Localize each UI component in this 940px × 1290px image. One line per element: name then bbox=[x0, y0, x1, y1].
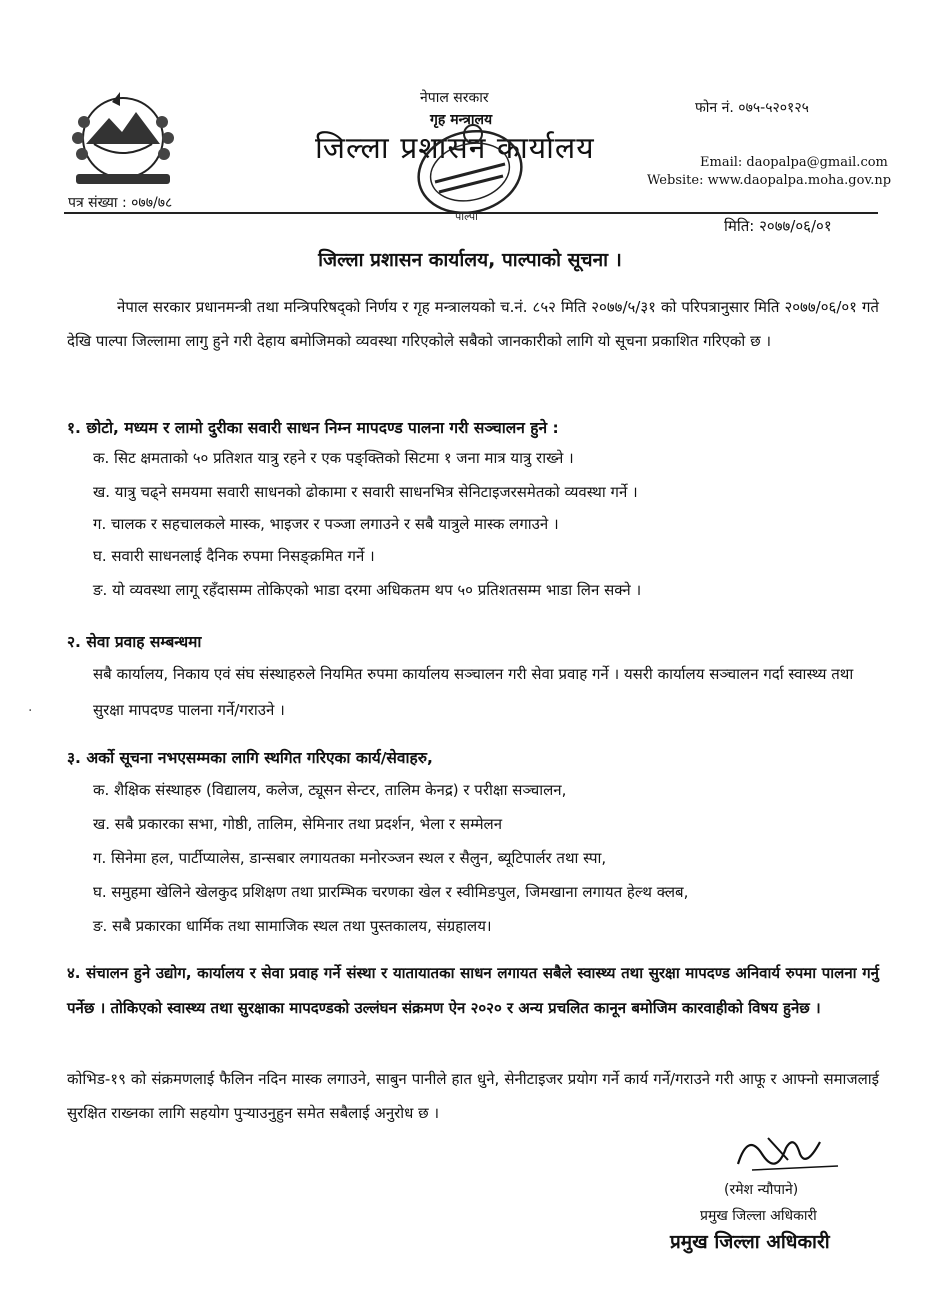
office-stamp-icon bbox=[405, 112, 535, 232]
letter-number: पत्र संख्या : ०७७/७८ bbox=[68, 195, 173, 211]
notice-title: जिल्ला प्रशासन कार्यालय, पाल्पाको सूचना । bbox=[318, 249, 622, 271]
section-4-text: ४. संचालन हुने उद्योग, कार्यालय र सेवा प्रवाह गर्ने संस्था र यातायातका साधन लगायत सबैले स्वास्थ्य तथा सुरक्षा मापदण्ड अनिवार्य रुपमा पालना गर्नु पर्नेछ । तोकिएको स्वास्थ्य तथा सुरक्षाका मापदण्डको उल्लंघन संक्रमण ऐन २०२० र अन्य प्रचलित कानून बमोजिम कारवाहीको विषय हुनेछ । bbox=[67, 964, 879, 1017]
section-1-item: घ. सवारी साधनलाई दैनिक रुपमा निसङ्क्रमित गर्ने । bbox=[93, 547, 375, 565]
section-1-heading: १. छोटो, मध्यम र लामो दुरीका सवारी साधन निम्न मापदण्ड पालना गरी सञ्चालन हुने : bbox=[67, 419, 559, 437]
section-3-item: ख. सबै प्रकारका सभा, गोष्ठी, तालिम, सेमिनार तथा प्रदर्शन, भेला र सम्मेलन bbox=[93, 815, 503, 833]
signatory-name: (रमेश न्यौपाने) bbox=[724, 1182, 799, 1198]
closing-request: कोभिड-१९ को संक्रमणलाई फैलिन नदिन मास्क लगाउने, साबुन पानीले हात धुने, सेनीटाइजर प्रयोग गर्ने कार्य गर्ने/गराउने गरी आफू र आफ्नो समाजलाई सुरक्षित राख्नका लागि सहयोग पुऱ्याउनुहुन समेत सबैलाई अनुरोध छ । bbox=[67, 1070, 879, 1122]
section-3-item: क. शैक्षिक संस्थाहरु (विद्यालय, कलेज, ट्यूसन सेन्टर, तालिम केनद्र) र परीक्षा सञ्चालन, bbox=[93, 781, 567, 799]
svg-text:पाल्पा: पाल्पा bbox=[455, 210, 478, 223]
office-name: जिल्ला प्रशासन कार्यालय bbox=[315, 131, 595, 166]
signatory-stamp-title: प्रमुख जिल्ला अधिकारी bbox=[670, 1231, 830, 1253]
signatory-title: प्रमुख जिल्ला अधिकारी bbox=[700, 1208, 817, 1224]
section-3-heading: ३. अर्को सूचना नभएसम्मका लागि स्थगित गरिएका कार्य/सेवाहरु, bbox=[67, 749, 433, 767]
ministry-name: गृह मन्त्रालय bbox=[430, 112, 493, 128]
section-3-item: ग. सिनेमा हल, पार्टीप्यालेस, डान्सबार लगायतका मनोरञ्जन स्थल र सैलुन, ब्यूटिपार्लर तथा स्पा, bbox=[93, 849, 607, 867]
notice-intro: नेपाल सरकार प्रधानमन्त्री तथा मन्त्रिपरिषद्को निर्णय र गृह मन्त्रालयको च.नं. ८५२ मिति २०७७/५/३१ को परिपत्रानुसार मिति २०७७/०६/०१ गते देखि पाल्पा जिल्लामा लागु हुने गरी देहाय बमोजिमको व्यवस्था गरिएकोले सबैको जानकारीको लागि यो सूचना प्रकाशित गरिएको छ । bbox=[67, 298, 879, 350]
section-1-item: ङ. यो व्यवस्था लागू रहँदासम्म तोकिएको भाडा दरमा अधिकतम थप ५० प्रतिशतसम्म भाडा लिन सक्ने । bbox=[93, 581, 642, 599]
scan-mark: · bbox=[28, 703, 33, 719]
section-1-item: ग. चालक र सहचालकले मास्क, भाइजर र पञ्जा लगाउने र सबै यात्रुले मास्क लगाउने । bbox=[93, 515, 559, 533]
email-address: Email: daopalpa@gmail.com bbox=[700, 155, 888, 170]
section-1-item: क. सिट क्षमताको ५० प्रतिशत यात्रु रहने र एक पङ्क्तिको सिटमा १ जना मात्र यात्रु राख्ने । bbox=[93, 449, 574, 467]
government-name: नेपाल सरकार bbox=[420, 90, 489, 106]
section-2-heading: २. सेवा प्रवाह सम्बन्धमा bbox=[67, 633, 202, 651]
nepal-government-emblem-icon bbox=[64, 82, 182, 190]
section-3-item: घ. समुहमा खेलिने खेलकुद प्रशिक्षण तथा प्रारम्भिक चरणका खेल र स्वीमिङपुल, जिमखाना लगायत हेल्थ क्लब, bbox=[93, 883, 689, 901]
phone-number: फोन नं. ०७५-५२०१२५ bbox=[695, 100, 809, 116]
letter-date: मिति: २०७७/०६/०१ bbox=[724, 217, 832, 235]
header-divider bbox=[64, 212, 878, 214]
section-1-item: ख. यात्रु चढ्ने समयमा सवारी साधनको ढोकामा र सवारी साधनभित्र सेनिटाइजरसमेतको व्यवस्था गर्ने । bbox=[93, 483, 638, 501]
section-3-item: ङ. सबै प्रकारका धार्मिक तथा सामाजिक स्थल तथा पुस्तकालय, संग्रहालय। bbox=[93, 917, 492, 935]
section-2-text: सबै कार्यालय, निकाय एवं संघ संस्थाहरुले नियमित रुपमा कार्यालय सञ्चालन गरी सेवा प्रवाह गर्ने । यसरी कार्यालय सञ्चालन गर्दा स्वास्थ्य तथा सुरक्षा मापदण्ड पालना गर्ने/गराउने । bbox=[93, 665, 854, 719]
website-address: Website: www.daopalpa.moha.gov.np bbox=[647, 173, 892, 188]
signature-icon bbox=[728, 1124, 848, 1182]
